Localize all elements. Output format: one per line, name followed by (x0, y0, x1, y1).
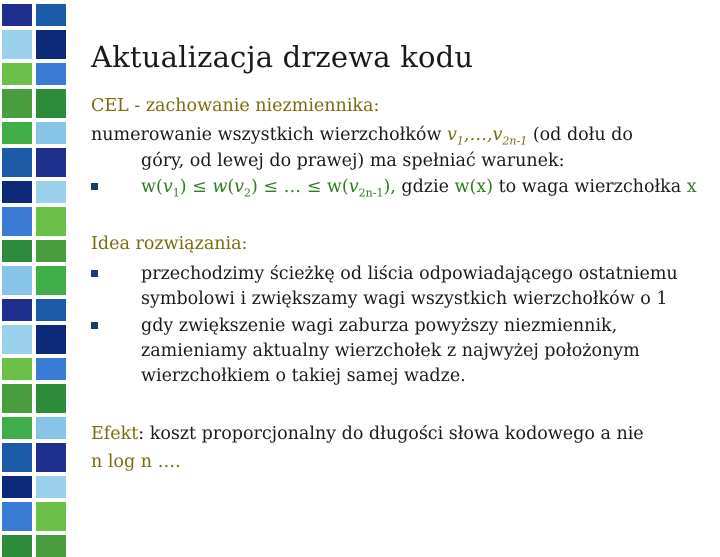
decorative-square (36, 240, 66, 262)
goal-heading: CEL - zachowanie niezmiennika: (91, 96, 380, 116)
bullet-marker (91, 183, 98, 190)
decorative-square (2, 266, 32, 295)
goal-line-1-rest: (od dołu do (532, 125, 633, 145)
decorative-square (36, 358, 66, 380)
goal-line-1 (91, 123, 633, 147)
decorative-square (2, 30, 32, 59)
decorative-square (2, 535, 32, 557)
decorative-square (2, 63, 32, 85)
decorative-square (2, 207, 32, 236)
decorative-square (2, 299, 32, 321)
decorative-square (36, 299, 66, 321)
decorative-square (2, 325, 32, 354)
decorative-square (2, 417, 32, 439)
idea-bullet-1-line-2: symbolowi i zwiększamy wagi wszystkich wierzchołków o 1 (141, 289, 668, 309)
decorative-square (2, 181, 32, 203)
decorative-square (2, 4, 32, 26)
bullet-marker (91, 322, 98, 329)
decorative-square (36, 325, 66, 354)
decorative-square (36, 417, 66, 439)
effect-label: Efekt (91, 424, 139, 444)
idea-bullet-2-line-2: zamieniamy aktualny wierzchołek z najwyżej położonym (141, 341, 640, 361)
goal-line-1-text: numerowanie wszystkich wierzchołków (91, 125, 442, 145)
idea-bullet-2-line-1: gdy zwiększenie wagi zaburza powyższy niezmiennik, (141, 316, 618, 336)
decorative-square (36, 122, 66, 144)
decorative-square (2, 502, 32, 531)
goal-condition: $w(v_1) \le w(v_2)$ ≤ … ≤ $w(v_{2n-1})$, gdzie w(x) to waga wierzchołka x (141, 177, 697, 200)
decorative-square (36, 502, 66, 531)
effect-text: : koszt proporcjonalny do długości słowa kodowego a nie (138, 424, 644, 444)
decorative-square (36, 384, 66, 413)
slide-title: Aktualizacja drzewa kodu (91, 40, 474, 74)
decorative-square (36, 30, 66, 59)
decorative-stripe (0, 0, 70, 540)
idea-bullet-2-line-3: wierzchołkiem o takiej samej wadze. (141, 366, 466, 386)
decorative-square (2, 148, 32, 177)
idea-bullet-1-line-1: przechodzimy ścieżkę od liścia odpowiadającego ostatniemu (141, 264, 678, 284)
goal-vertices-range: $v_1,\dots,v_{2n-1}$ (447, 125, 528, 148)
decorative-square (36, 89, 66, 118)
decorative-square (2, 358, 32, 380)
decorative-square (36, 443, 66, 472)
effect-line-2: n log n …. (91, 452, 181, 472)
decorative-square (2, 89, 32, 118)
goal-line-2: góry, od lewej do prawej) ma spełniać warunek: (141, 151, 565, 171)
decorative-square (36, 207, 66, 236)
decorative-square (36, 181, 66, 203)
decorative-square (2, 443, 32, 472)
decorative-square (36, 535, 66, 557)
decorative-square (36, 148, 66, 177)
bullet-marker (91, 270, 98, 277)
idea-heading: Idea rozwiązania: (91, 234, 248, 254)
effect-line-1 (91, 422, 644, 446)
decorative-square (36, 266, 66, 295)
decorative-square (36, 476, 66, 498)
decorative-square (2, 122, 32, 144)
decorative-square (2, 384, 32, 413)
decorative-square (2, 476, 32, 498)
decorative-square (36, 63, 66, 85)
decorative-square (36, 4, 66, 26)
decorative-square (2, 240, 32, 262)
